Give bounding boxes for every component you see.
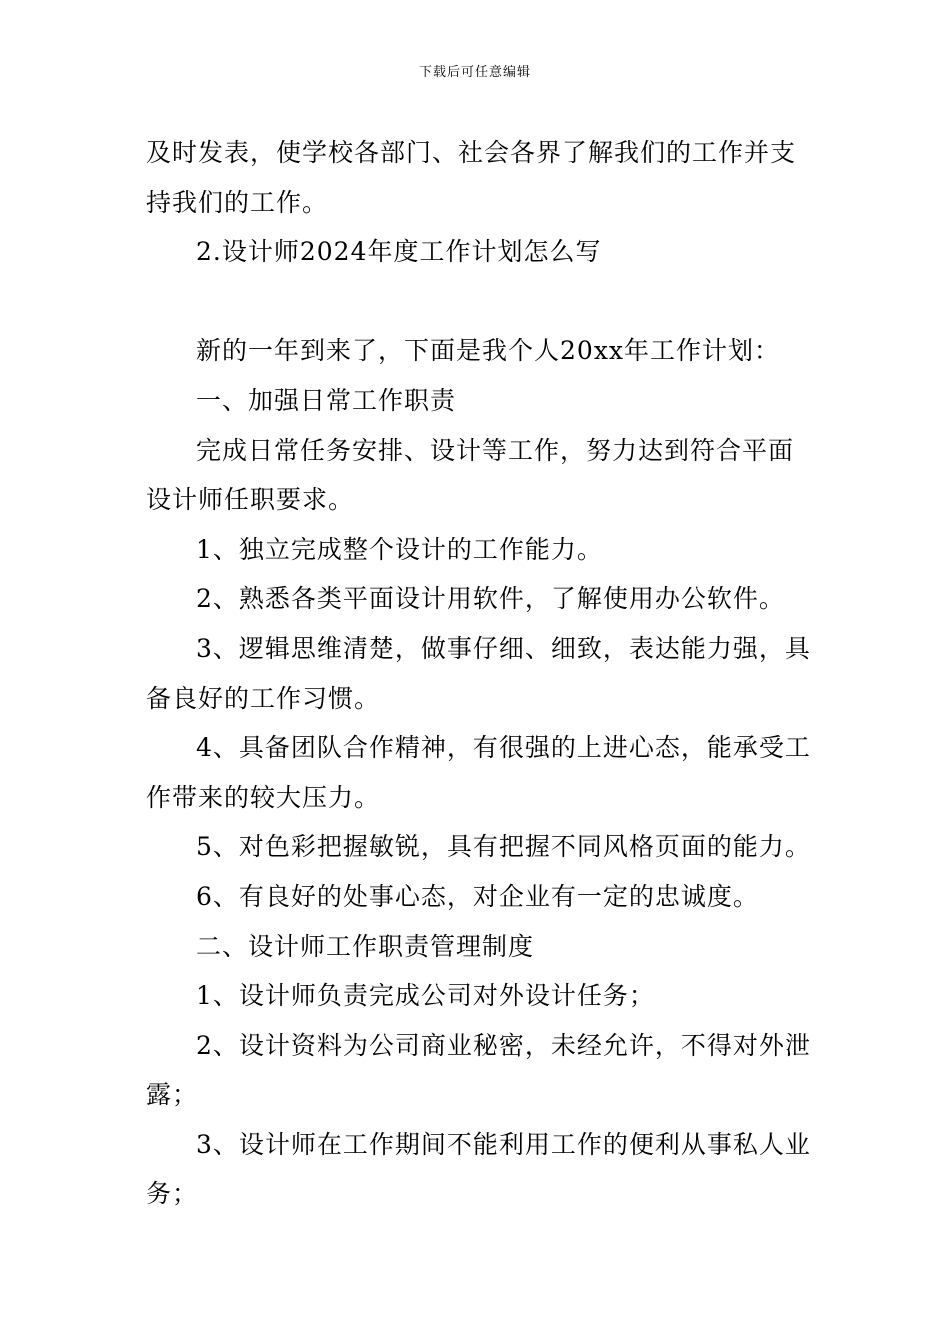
list-item: 2、熟悉各类平面设计用软件，了解使用办公软件。 xyxy=(196,584,785,614)
body-line: 及时发表，使学校各部门、社会各界了解我们的工作并支 xyxy=(146,138,797,167)
list-item-continuation: 露； xyxy=(146,1080,199,1110)
list-item: 2、设计资料为公司商业秘密，未经允许，不得对外泄 xyxy=(196,1030,811,1060)
subsection-heading: 一、加强日常工作职责 xyxy=(196,385,457,415)
subsection-heading: 二、设计师工作职责管理制度 xyxy=(196,931,535,961)
list-item: 3、逻辑思维清楚，做事仔细、细致，表达能力强，具 xyxy=(196,633,811,663)
body-line: 新的一年到来了，下面是我个人20xx年工作计划： xyxy=(196,336,781,366)
blank-line xyxy=(146,277,810,327)
body-line: 完成日常任务安排、设计等工作，努力达到符合平面 xyxy=(196,435,795,465)
list-item: 3、设计师在工作期间不能利用工作的便利从事私人业 xyxy=(196,1129,811,1159)
list-item-continuation: 作带来的较大压力。 xyxy=(146,782,381,812)
list-item: 1、设计师负责完成公司对外设计任务； xyxy=(196,981,655,1011)
section-heading: 2.设计师2024年度工作计划怎么写 xyxy=(196,237,602,267)
page-header: 下载后可任意编辑 xyxy=(418,65,531,80)
list-item: 4、具备团队合作精神，有很强的上进心态，能承受工 xyxy=(196,733,811,763)
list-item-continuation: 备良好的工作习惯。 xyxy=(146,683,381,713)
list-item: 6、有良好的处事心态，对企业有一定的忠诚度。 xyxy=(196,881,759,911)
document-body xyxy=(146,128,810,1219)
list-item: 1、独立完成整个设计的工作能力。 xyxy=(196,534,603,564)
list-item: 5、对色彩把握敏锐，具有把握不同风格页面的能力。 xyxy=(196,832,811,862)
body-line: 设计师任职要求。 xyxy=(146,485,355,515)
list-item-continuation: 务； xyxy=(146,1179,199,1209)
body-line: 持我们的工作。 xyxy=(146,187,329,217)
